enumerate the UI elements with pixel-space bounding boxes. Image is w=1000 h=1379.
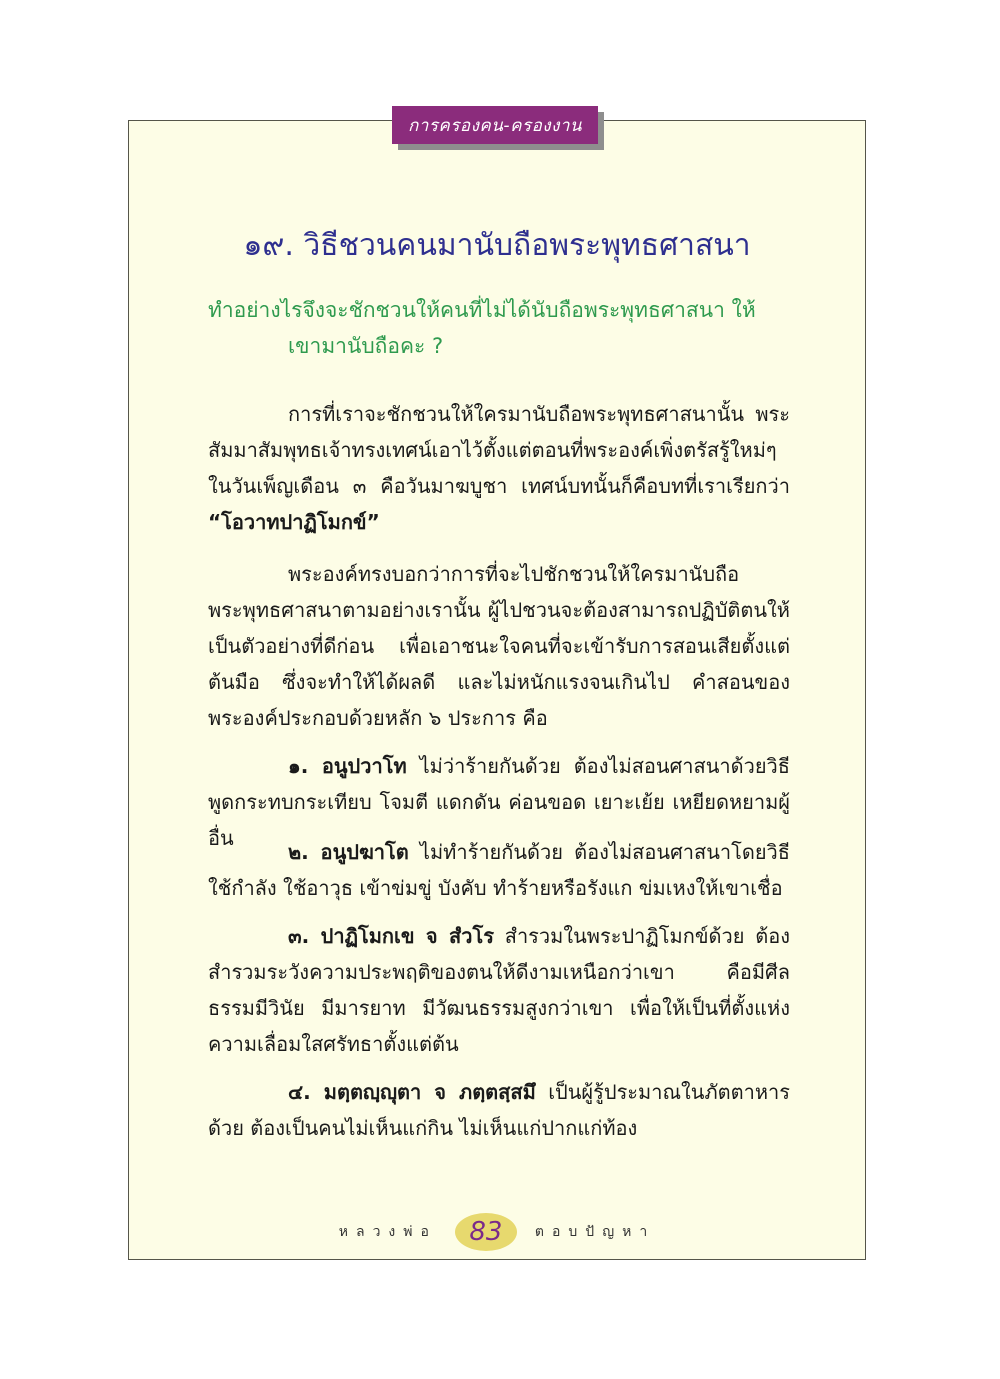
paragraph-2 <box>208 556 790 736</box>
paragraph-1-text: การที่เราจะชักชวนให้ใครมานับถือพระพุทธศาสนานั้น พระสัมมาสัมพุทธเจ้าทรงเทศน์เอาไว้ตั้งแต่ตอนที่พระองค์เพิ่งตรัสรู้ใหม่ๆ ในวันเพ็ญเดือน ๓ คือวันมาฆบูชา เทศน์บทนั้นก็คือบทที่เราเรียกว่า <box>208 402 790 498</box>
section-tab: การครองคน-ครองงาน <box>392 106 598 144</box>
page-number: 83 <box>455 1213 517 1251</box>
list-item-1-term: ๑. อนูปวาโท <box>288 754 407 778</box>
list-item-2-term: ๒. อนูปฆาโต <box>288 840 409 864</box>
list-item-3-term: ๓. ปาฏิโมกเข จ สํวโร <box>288 924 494 948</box>
list-item-4 <box>208 1074 790 1146</box>
footer-right-text: ตอบปัญหา <box>534 1224 656 1240</box>
footer-left-text: หลวงพ่อ <box>338 1224 437 1240</box>
question-line-1: ทำอย่างไรจึงจะชักชวนให้คนที่ไม่ได้นับถือพระพุทธศาสนา ให้ <box>208 298 756 322</box>
list-item-4-term: ๔. มตฺตญฺญุตา จ ภตฺตสฺสมึ <box>288 1080 536 1104</box>
paragraph-1 <box>208 396 790 540</box>
list-item-1-text: ไม่ว่าร้ายกันด้วย ต้องไม่สอนศาสนาด้วยวิธีพูดกระทบกระเทียบ โจมตี แดกดัน ค่อนขอด เยาะเย้ย เหยียดหยามผู้อื่น <box>208 754 790 850</box>
question-block <box>208 292 798 364</box>
paragraph-1-bold: “โอวาทปาฏิโมกข์” <box>208 510 380 534</box>
list-item-3 <box>208 918 790 1062</box>
list-item-2 <box>208 834 790 906</box>
list-item-4-text: เป็นผู้รู้ประมาณในภัตตาหารด้วย ต้องเป็นคนไม่เห็นแก่กิน ไม่เห็นแก่ปากแก่ท้อง <box>208 1080 791 1140</box>
paragraph-2-text: พระองค์ทรงบอกว่าการที่จะไปชักชวนให้ใครมานับถือพระพุทธศาสนาตามอย่างเรานั้น ผู้ไปชวนจะต้องสามารถปฏิบัติตนให้เป็นตัวอย่างที่ดีก่อน เพื่อเอาชนะใจคนที่จะเข้ารับการสอนเสียตั้งแต่ต้นมือ ซึ่งจะทำให้ได้ผลดี และไม่หนักแรงจนเกินไป คำสอนของพระองค์ประกอบด้วยหลัก ๖ ประการ คือ <box>208 562 790 730</box>
chapter-title: ๑๙. วิธีชวนคนมานับถือพระพุทธศาสนา <box>243 228 751 263</box>
page-footer <box>128 1212 866 1252</box>
list-item-3-text: สำรวมในพระปาฏิโมกข์ด้วย ต้องสำรวมระวังความประพฤติของตนให้ดีงามเหนือกว่าเขา คือมีศีลธรรมมีวินัย มีมารยาท มีวัฒนธรรมสูงกว่าเขา เพื่อให้เป็นที่ตั้งแห่งความเลื่อมใสศรัทธาตั้งแต่ต้น <box>208 924 790 1056</box>
list-item-2-text: ไม่ทำร้ายกันด้วย ต้องไม่สอนศาสนาโดยวิธีใช้กำลัง ใช้อาวุธ เข้าข่มขู่ บังคับ ทำร้ายหรือรังแก ข่มเหงให้เขาเชื่อ <box>208 840 790 900</box>
question-line-2: เขามานับถือคะ ? <box>288 334 444 358</box>
